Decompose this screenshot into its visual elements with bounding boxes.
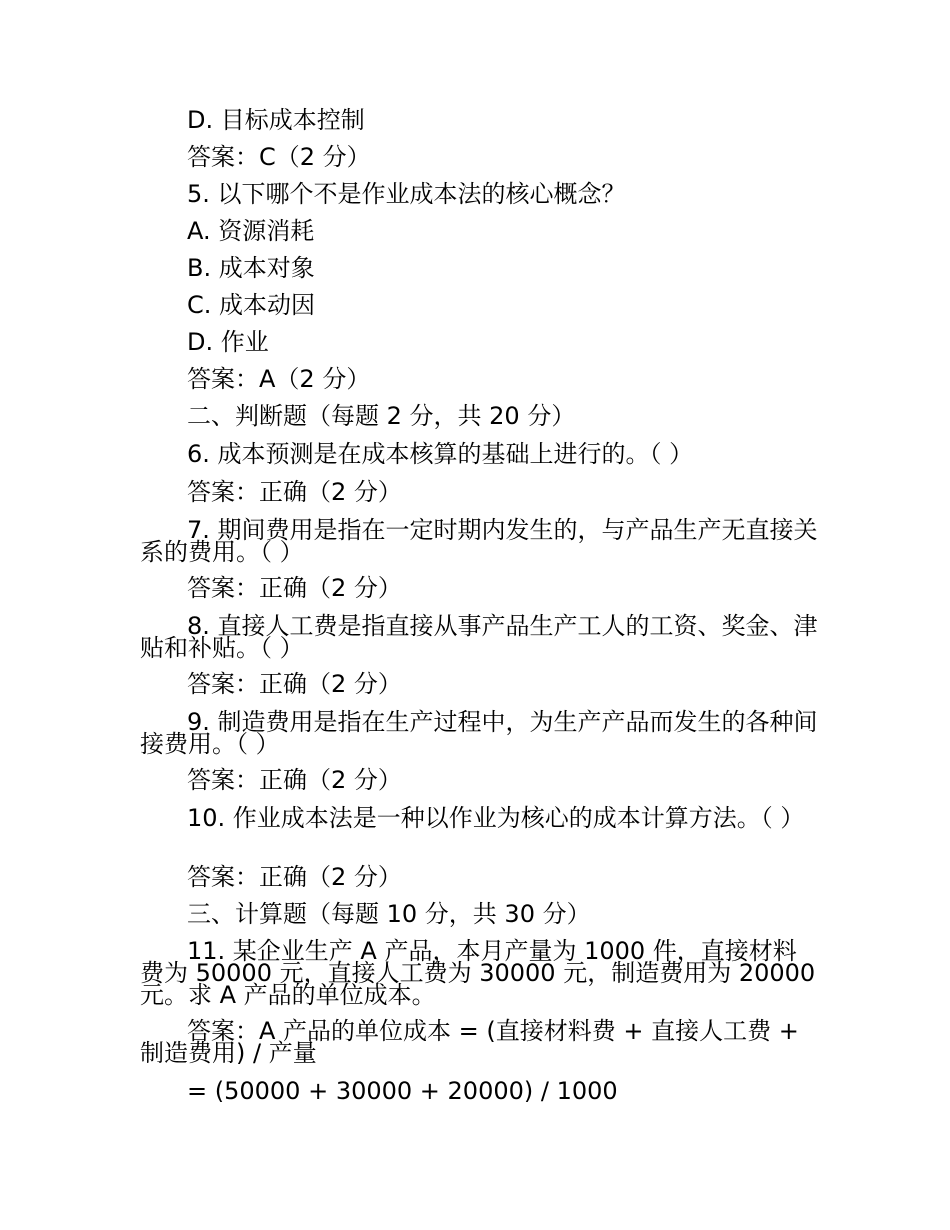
option-d-q4: D. 目标成本控制 (187, 106, 365, 134)
option-b-q5: B. 成本对象 (187, 254, 315, 282)
answer-q6: 答案：正确（2 分） (187, 478, 402, 506)
question-6: 6. 成本预测是在成本核算的基础上进行的。（ ） (187, 440, 694, 468)
answer-q9: 答案：正确（2 分） (187, 766, 402, 794)
section-heading-judgment: 二、判断题（每题 2 分，共 20 分） (187, 402, 576, 430)
question-10: 10. 作业成本法是一种以作业为核心的成本计算方法。（ ） (187, 804, 805, 832)
answer-q4: 答案：C（2 分） (187, 143, 371, 171)
question-9: 9. 制造费用是指在生产过程中，为生产产品而发生的各种间接费用。（ ） (140, 708, 818, 758)
answer-q7: 答案：正确（2 分） (187, 574, 402, 602)
answer-q11-calculation: = (50000 + 30000 + 20000) / 1000 (187, 1077, 618, 1105)
option-d-q5: D. 作业 (187, 328, 269, 356)
option-c-q5: C. 成本动因 (187, 291, 316, 319)
answer-q11-formula: 答案：A 产品的单位成本 = (直接材料费 + 直接人工费 + 制造费用) / 产量 (140, 1017, 807, 1067)
answer-q8: 答案：正确（2 分） (187, 670, 402, 698)
question-11: 11. 某企业生产 A 产品，本月产量为 1000 件，直接材料费为 50000 元，直接人工费为 30000 元，制造费用为 20000 元。求 A 产品的单位成本。 (140, 937, 823, 1009)
answer-q5: 答案：A（2 分） (187, 365, 371, 393)
question-8: 8. 直接人工费是指直接从事产品生产工人的工资、奖金、津贴和补贴。（ ） (140, 612, 818, 662)
section-heading-calculation: 三、计算题（每题 10 分，共 30 分） (187, 900, 591, 928)
option-a-q5: A. 资源消耗 (187, 217, 315, 245)
question-5: 5. 以下哪个不是作业成本法的核心概念？ (187, 180, 626, 208)
answer-q10: 答案：正确（2 分） (187, 863, 402, 891)
question-7: 7. 期间费用是指在一定时期内发生的，与产品生产无直接关系的费用。（ ） (140, 516, 818, 566)
